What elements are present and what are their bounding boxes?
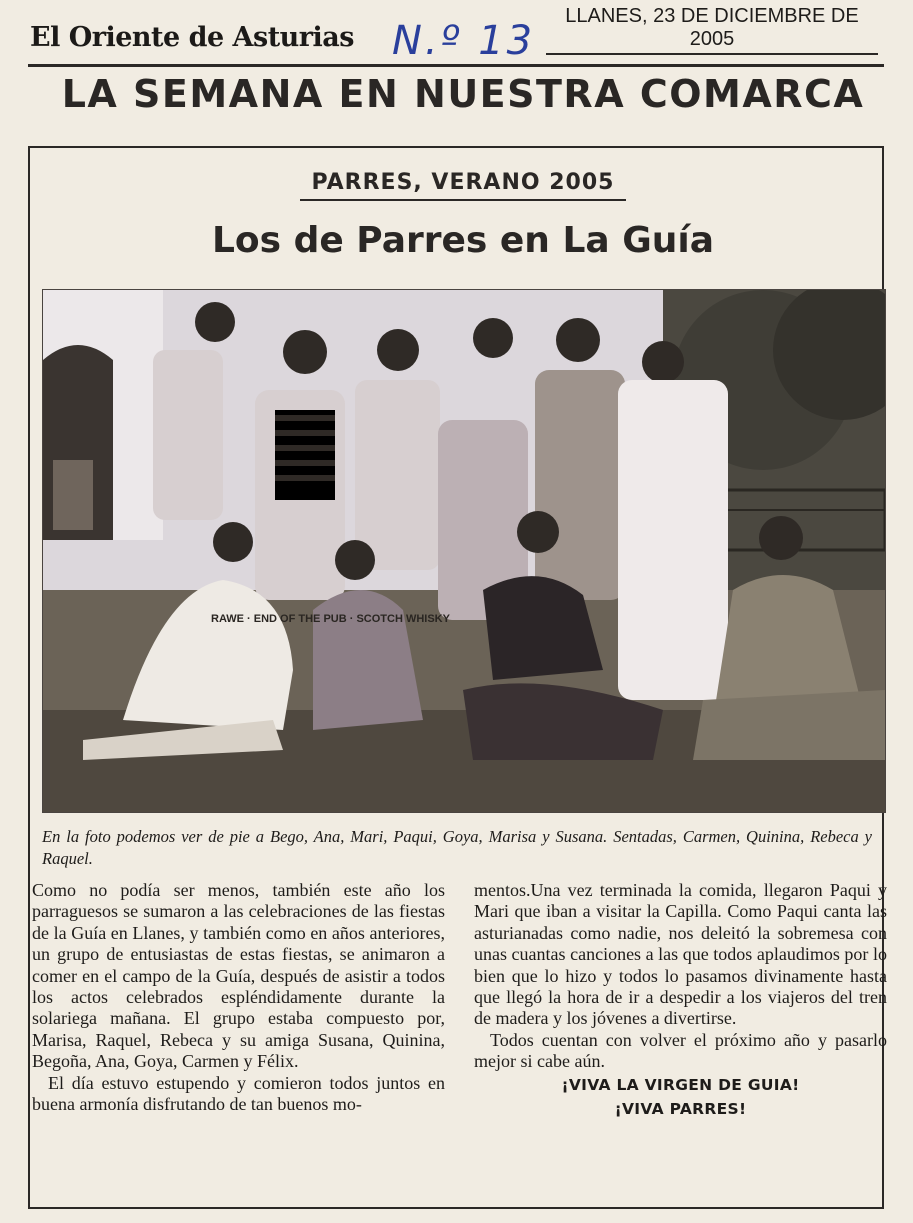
- article-column-right: [474, 880, 887, 1121]
- shirt-print-text: RAWE · END OF THE PUB · SCOTCH WHISKY: [211, 613, 450, 625]
- article-column-left: [32, 880, 445, 1115]
- photo-caption: En la foto podemos ver de pie a Bego, Ana, Mari, Paqui, Goya, Marisa y Susana. Sentadas, Carmen, Quinina, Rebeca y Raquel.: [42, 827, 872, 868]
- handwritten-issue-number: N.º 13: [392, 18, 536, 64]
- closing-cheer-parres: ¡VIVA PARRES!: [614, 1099, 747, 1118]
- article-kicker: PARRES, VERANO 2005: [300, 170, 626, 201]
- header-rule: [28, 64, 884, 67]
- paragraph: Todos cuentan con volver el próximo año y pasarlo mejor si cabe aún.: [474, 1029, 887, 1072]
- paragraph: El día estuvo estupendo y comieron todos juntos en buena armonía disfrutando de tan buenos mo-: [32, 1072, 445, 1115]
- dateline: LLANES, 23 DE DICIEMBRE DE 2005: [546, 5, 878, 55]
- paragraph: mentos.Una vez terminada la comida, llegaron Paqui y Mari que iban a visitar la Capilla. Como Paqui canta las asturianadas como nadie, nos deleitó la sobremesa con unas cuantas canciones a las que todos aplaudimos por lo bien que lo hizo y todos lo pasamos divinamente hasta que llegó la hora de ir a despedir a los viajeros del tren de madera y los jóvenes a divertirse.: [474, 880, 887, 1029]
- article-headline: Los de Parres en La Guía: [211, 220, 715, 261]
- closing-cheer-virgen: ¡VIVA LA VIRGEN DE GUIA!: [561, 1075, 800, 1094]
- group-photo: [42, 289, 886, 813]
- group-photo-illustration: [43, 290, 885, 812]
- section-title: LA SEMANA EN NUESTRA COMARCA: [61, 72, 865, 116]
- paragraph: Como no podía ser menos, también este año los parraguesos se sumaron a las celebraciones de las fiestas de la Guía en Llanes, y también como en años anteriores, un grupo de entusiastas de estas fiestas, se animaron a comer en el campo de la Guía, después de asistir a todos los actos celebrados espléndidamente durante la solariega mañana. El grupo estaba compuesto por, Marisa, Raquel, Rebeca y su amiga Susana, Quinina, Begoña, Ana, Goya, Carmen y Félix.: [32, 880, 445, 1072]
- newspaper-masthead: El Oriente de Asturias: [30, 22, 354, 53]
